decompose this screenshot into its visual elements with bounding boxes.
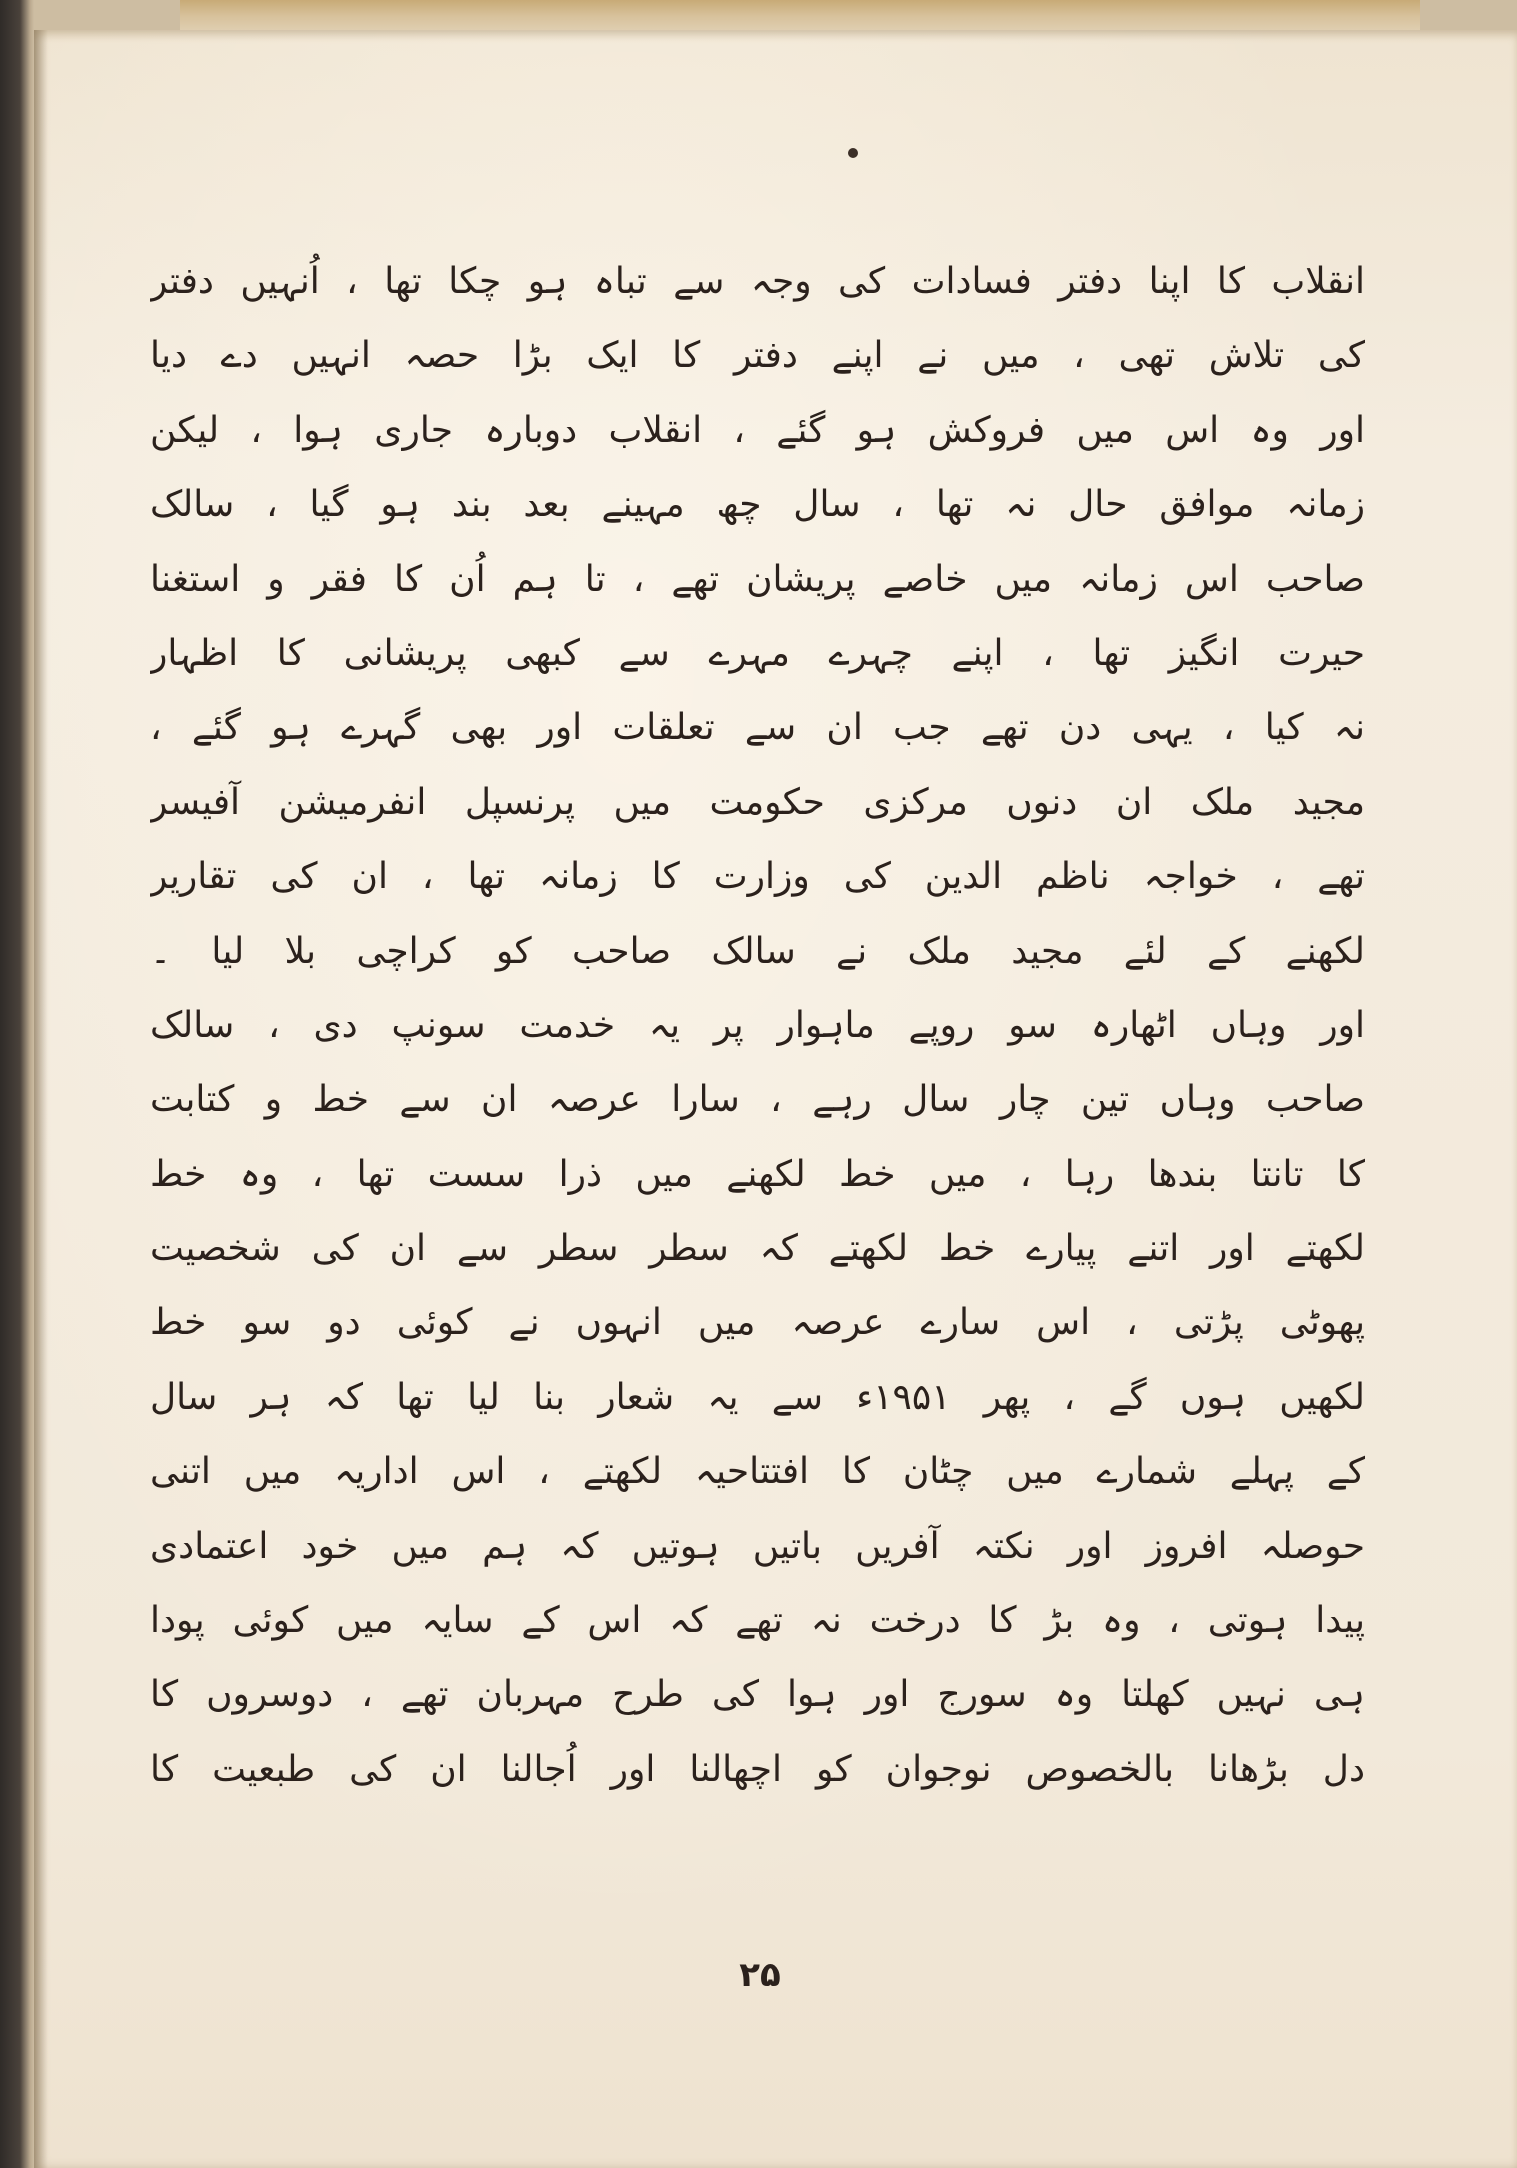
text-line: اور وہ اس میں فروکش ہو گئے ، انقلاب دوبارہ جاری ہوا ، لیکن	[150, 409, 1365, 451]
ink-dot	[848, 148, 858, 158]
text-line: کے پہلے شمارے میں چٹان کا افتتاحیہ لکھتے ، اس اداریہ میں اتنی	[150, 1451, 1365, 1493]
text-line: کا تانتا بندھا رہا ، میں خط لکھنے میں ذرا سست تھا ، وہ خط	[150, 1153, 1365, 1195]
text-line: حوصلہ افروز اور نکتہ آفریں باتیں ہوتیں کہ ہم میں خود اعتمادی	[150, 1525, 1365, 1567]
text-line: پیدا ہوتی ، وہ بڑ کا درخت نہ تھے کہ اس کے سایہ میں کوئی پودا	[150, 1600, 1365, 1642]
text-line: ہی نہیں کھلتا وہ سورج اور ہوا کی طرح مہربان تھے ، دوسروں کا	[150, 1674, 1365, 1716]
text-line: دل بڑھانا بالخصوص نوجوان کو اچھالنا اور اُجالنا ان کی طبعیت کا	[150, 1748, 1365, 1790]
text-line: انقلاب کا اپنا دفتر فسادات کی وجہ سے تباہ ہو چکا تھا ، اُنہیں دفتر	[150, 261, 1365, 302]
text-line: نہ کیا ، یہی دن تھے جب ان سے تعلقات اور بھی گہرے ہو گئے ،	[150, 707, 1365, 749]
page-number: ۲۵	[739, 1955, 781, 1995]
text-line: زمانہ موافق حال نہ تھا ، سال چھ مہینے بعد بند ہو گیا ، سالک	[150, 484, 1365, 526]
spine-shadow	[34, 30, 48, 2168]
text-line: تھے ، خواجہ ناظم الدین کی وزارت کا زمانہ تھا ، ان کی تقاریر	[150, 856, 1365, 898]
text-line: صاحب اس زمانہ میں خاصے پریشان تھے ، تا ہم اُن کا فقر و استغنا	[150, 558, 1365, 600]
text-line: لکھتے اور اتنے پیارے خط لکھتے کہ سطر سطر سے ان کی شخصیت	[150, 1228, 1365, 1270]
text-line: پھوٹی پڑتی ، اس سارے عرصہ میں انہوں نے کوئی دو سو خط	[150, 1302, 1365, 1344]
text-line: اور وہاں اٹھارہ سو روپے ماہوار پر یہ خدمت سونپ دی ، سالک	[150, 1004, 1365, 1046]
text-line: لکھنے کے لئے مجید ملک نے سالک صاحب کو کراچی بلا لیا ۔	[150, 930, 1365, 972]
text-line: لکھیں ہوں گے ، پھر ۱۹۵۱ء سے یہ شعار بنا لیا تھا کہ ہر سال	[150, 1376, 1365, 1418]
text-line: حیرت انگیز تھا ، اپنے چہرے مہرے سے کبھی پریشانی کا اظہار	[150, 632, 1365, 674]
body-text	[150, 245, 1365, 1807]
text-line: مجید ملک ان دنوں مرکزی حکومت میں پرنسپل انفرمیشن آفیسر	[150, 781, 1365, 823]
text-line: صاحب وہاں تین چار سال رہے ، سارا عرصہ ان سے خط و کتابت	[150, 1079, 1365, 1121]
text-line: کی تلاش تھی ، میں نے اپنے دفتر کا ایک بڑا حصہ انہیں دے دیا	[150, 335, 1365, 377]
